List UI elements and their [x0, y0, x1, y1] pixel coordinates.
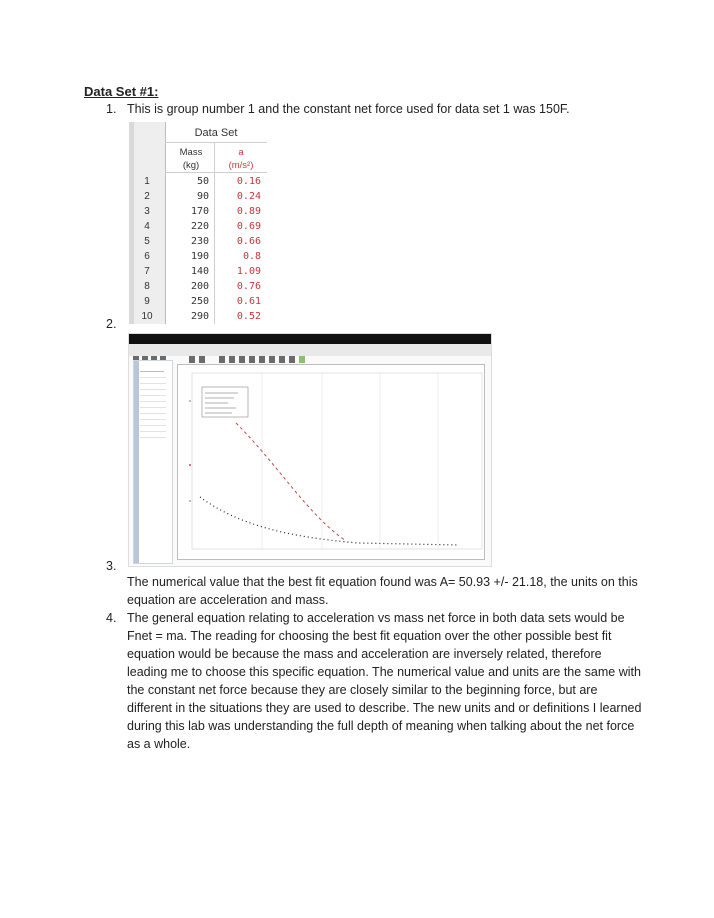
sidebar-line: [140, 425, 166, 426]
toolbar-icon: [219, 356, 225, 363]
acceleration-cell: 0.16: [236, 176, 261, 187]
sidebar-line: [140, 377, 166, 378]
row-number: 7: [144, 266, 150, 277]
row-number: 3: [144, 206, 150, 217]
row-number: 6: [144, 251, 150, 262]
table-title: Data Set: [194, 127, 238, 139]
row-number: 9: [144, 296, 150, 307]
mass-cell: 190: [190, 251, 209, 262]
graph-screenshot: [128, 333, 492, 567]
toolbar-icon: [289, 356, 295, 363]
mass-header-unit: (kg): [182, 160, 200, 171]
data-sidebar: [133, 360, 173, 564]
row-number: 5: [144, 236, 150, 247]
mass-cell: 50: [196, 176, 209, 187]
table-row: [129, 219, 267, 234]
accel-column-header: [217, 146, 265, 172]
section-heading: Data Set #1:: [84, 84, 159, 99]
row-number: 2: [144, 191, 150, 202]
accel-header-label: a: [238, 147, 244, 158]
data-curve-dotted: [200, 497, 458, 545]
toolbar-icon: [249, 356, 255, 363]
mass-cell: 250: [190, 296, 209, 307]
sidebar-line: [140, 389, 166, 390]
item-1-number: 1.: [106, 102, 117, 116]
item-3-number: 3.: [106, 559, 117, 573]
toolbar-icon: [189, 356, 195, 363]
plot-area: [177, 364, 485, 560]
toolbar-icon: [239, 356, 245, 363]
sidebar-strip: [134, 361, 139, 563]
mass-cell: 200: [190, 281, 209, 292]
sidebar-line: [140, 419, 166, 420]
item-3-text: The numerical value that the best fit equation found was A= 50.93 +/- 21.18, the units on this equation are acceleration and mass.: [127, 575, 638, 607]
sidebar-line: [140, 383, 166, 384]
mass-column-header: [169, 146, 213, 172]
mass-cell: 170: [190, 206, 209, 217]
fit-curve-dashed: [236, 423, 346, 541]
acceleration-cell: 0.89: [236, 206, 261, 217]
axis-tick: [189, 500, 191, 502]
sidebar-line: [140, 413, 166, 414]
toolbar-icon: [269, 356, 275, 363]
table-row: [129, 189, 267, 204]
acceleration-cell: 1.09: [236, 266, 261, 277]
toolbar-icon: [279, 356, 285, 363]
table-row: [129, 309, 267, 324]
acceleration-cell: 0.76: [236, 281, 261, 292]
mass-cell: 230: [190, 236, 209, 247]
axis-tick: [189, 400, 191, 402]
table-row: [129, 279, 267, 294]
toolbar-icon: [199, 356, 205, 363]
acceleration-cell: 0.69: [236, 221, 261, 232]
toolbar: [129, 344, 491, 356]
mass-header-label: Mass: [179, 147, 203, 158]
row-number: 1: [144, 176, 150, 187]
acceleration-cell: 0.52: [236, 311, 261, 322]
table-row: [129, 264, 267, 279]
sidebar-line: [140, 395, 166, 396]
sidebar-line: [140, 437, 166, 438]
acceleration-cell: 0.66: [236, 236, 261, 247]
window-title-bar: [129, 334, 491, 344]
table-divider: [165, 142, 267, 143]
sidebar-line: [140, 371, 164, 372]
mass-cell: 140: [190, 266, 209, 277]
sidebar-line: [140, 407, 166, 408]
row-number: 10: [141, 311, 153, 322]
acceleration-cell: 0.24: [236, 191, 261, 202]
row-number: 8: [144, 281, 150, 292]
table-row: [129, 294, 267, 309]
axis-tick: [189, 464, 191, 466]
item-4-number: 4.: [106, 611, 117, 625]
acceleration-cell: 0.8: [242, 251, 261, 262]
mass-cell: 290: [190, 311, 209, 322]
acceleration-cell: 0.61: [236, 296, 261, 307]
sidebar-line: [140, 431, 166, 432]
mass-cell: 90: [196, 191, 209, 202]
mass-cell: 220: [190, 221, 209, 232]
toolbar-icon: [259, 356, 265, 363]
table-row: [129, 234, 267, 249]
fit-info-box: [202, 387, 248, 417]
item-2-number: 2.: [106, 317, 117, 331]
table-row: [129, 204, 267, 219]
toolbar-icon: [229, 356, 235, 363]
row-number: 4: [144, 221, 150, 232]
plot-svg: [178, 365, 484, 559]
table-divider: [165, 172, 267, 173]
sidebar-line: [140, 401, 166, 402]
accel-header-unit: (m/s²): [228, 160, 254, 171]
toolbar-icon: [299, 356, 305, 363]
table-row: [129, 174, 267, 189]
item-1-text: This is group number 1 and the constant net force used for data set 1 was 150F.: [127, 102, 570, 116]
table-row: [129, 249, 267, 264]
data-table-screenshot: [129, 122, 267, 324]
item-4-text: The general equation relating to acceleration vs mass net force in both data sets would be Fnet = ma. The reading for choosing the best fit equation over the other possible best fit equation would be because the mass and acceleration are inversely related, therefore leading me to choose this specific equation. The numerical value and units are the same with the constant net force because they are closely similar to the beginning force, but are different in the situations they are used to describe. The new units and or definitions I learned during this lab was understanding the full depth of meaning when talking about the net force as a whole.: [127, 611, 642, 751]
